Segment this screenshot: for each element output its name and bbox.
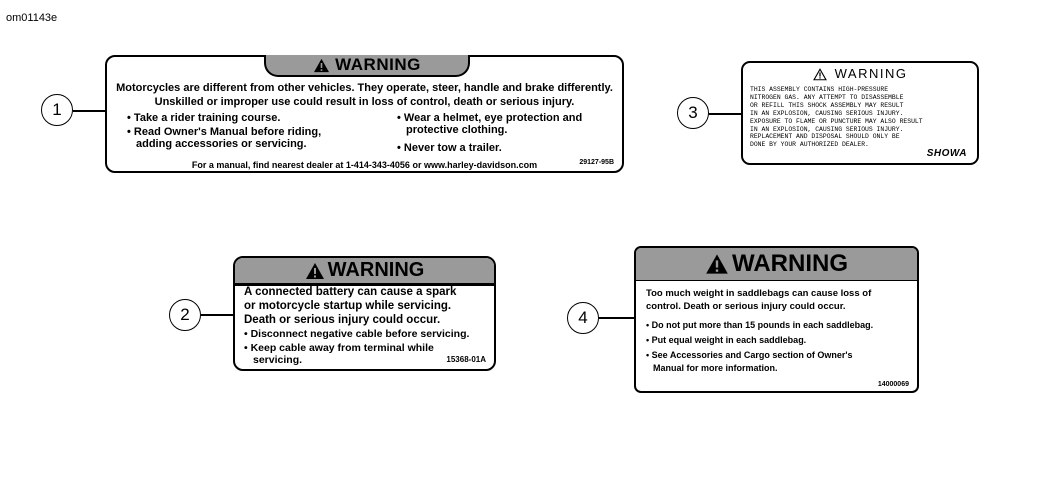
- leader-line-1: [73, 110, 105, 112]
- warning-label-battery: [233, 256, 496, 371]
- warning-label-rider-training: [105, 55, 624, 173]
- warning-header: [636, 248, 917, 281]
- bullet-item: • Wear a helmet, eye protection and: [397, 112, 583, 124]
- bullet-item: • Read Owner's Manual before riding,: [127, 126, 322, 138]
- dealer-footer: For a manual, find nearest dealer at 1-414-343-4056 or www.harley-davidson.com: [191, 160, 538, 170]
- warning-title: WARNING: [732, 250, 848, 277]
- leader-line-4: [599, 317, 634, 319]
- label-text: or motorcycle startup while servicing.: [244, 300, 452, 312]
- leader-line-2: [201, 314, 233, 316]
- warning-triangle-icon: [313, 58, 330, 73]
- label-text-block: THIS ASSEMBLY CONTAINS HIGH-PRESSURE NITROGEN GAS. ANY ATTEMPT TO DISASSEMBLE OR REFILL THIS SHOCK ASSEMBLY MAY RESULT IN AN EXPLOSION, CAUSING SERIOUS INJURY. EXPOSURE TO FLAME OR PUNCTURE MAY ALSO RESULT IN AN EXPLOSION, CAUSING SERIOUS INJURY. REPLACEMENT AND DISPOSAL SHOULD ONLY BE DONE BY YOUR AUTHORIZED DEALER.: [750, 86, 923, 149]
- callout-2: 2: [169, 299, 201, 331]
- warning-title: WARNING: [834, 66, 908, 81]
- bullet-item: • Never tow a trailer.: [397, 142, 502, 154]
- warning-label-saddlebag: [634, 246, 919, 393]
- bullet-continuation: servicing.: [253, 354, 303, 366]
- callout-1: 1: [41, 94, 73, 126]
- label-text: Too much weight in saddlebags can cause loss of: [646, 288, 872, 299]
- warning-title: WARNING: [335, 55, 421, 74]
- label-text: Death or serious injury could occur.: [244, 314, 441, 326]
- part-number: 14000069: [877, 381, 909, 388]
- leader-line-3: [709, 113, 741, 115]
- figure-id: om01143e: [6, 12, 58, 24]
- bullet-item: • Put equal weight in each saddlebag.: [646, 335, 807, 345]
- label-text: A connected battery can cause a spark: [244, 286, 457, 298]
- bullet-item: • Disconnect negative cable before servicing.: [244, 328, 470, 340]
- label-text: Unskilled or improper use could result in loss of control, death or serious injury.: [154, 96, 575, 108]
- label-text: control. Death or serious injury could occur.: [646, 301, 846, 312]
- bullet-continuation: Manual for more information.: [653, 363, 778, 373]
- warning-title: WARNING: [327, 259, 425, 281]
- warning-triangle-icon: [705, 253, 729, 275]
- warning-label-shock-assembly: [741, 61, 979, 165]
- warning-triangle-icon: [813, 68, 827, 81]
- bullet-continuation: adding accessories or servicing.: [136, 138, 307, 150]
- warning-triangle-icon: [305, 262, 325, 280]
- callout-3: 3: [677, 97, 709, 129]
- warning-header: [235, 258, 494, 286]
- label-text: Motorcycles are different from other vehicles. They operate, steer, handle and brake differently.: [116, 82, 613, 94]
- warning-header: [743, 66, 977, 81]
- bullet-continuation: protective clothing.: [406, 124, 508, 136]
- part-number: 29127-95B: [579, 159, 614, 166]
- bullet-item: • See Accessories and Cargo section of Owner's: [646, 350, 853, 360]
- bullet-item: • Do not put more than 15 pounds in each saddlebag.: [646, 320, 874, 330]
- bullet-item: • Keep cable away from terminal while: [244, 342, 434, 354]
- part-number: 15368-01A: [446, 355, 486, 364]
- warning-header: [264, 55, 470, 77]
- bullet-item: • Take a rider training course.: [127, 112, 281, 124]
- callout-4: 4: [567, 302, 599, 334]
- showa-logo: SHOWA: [926, 148, 967, 159]
